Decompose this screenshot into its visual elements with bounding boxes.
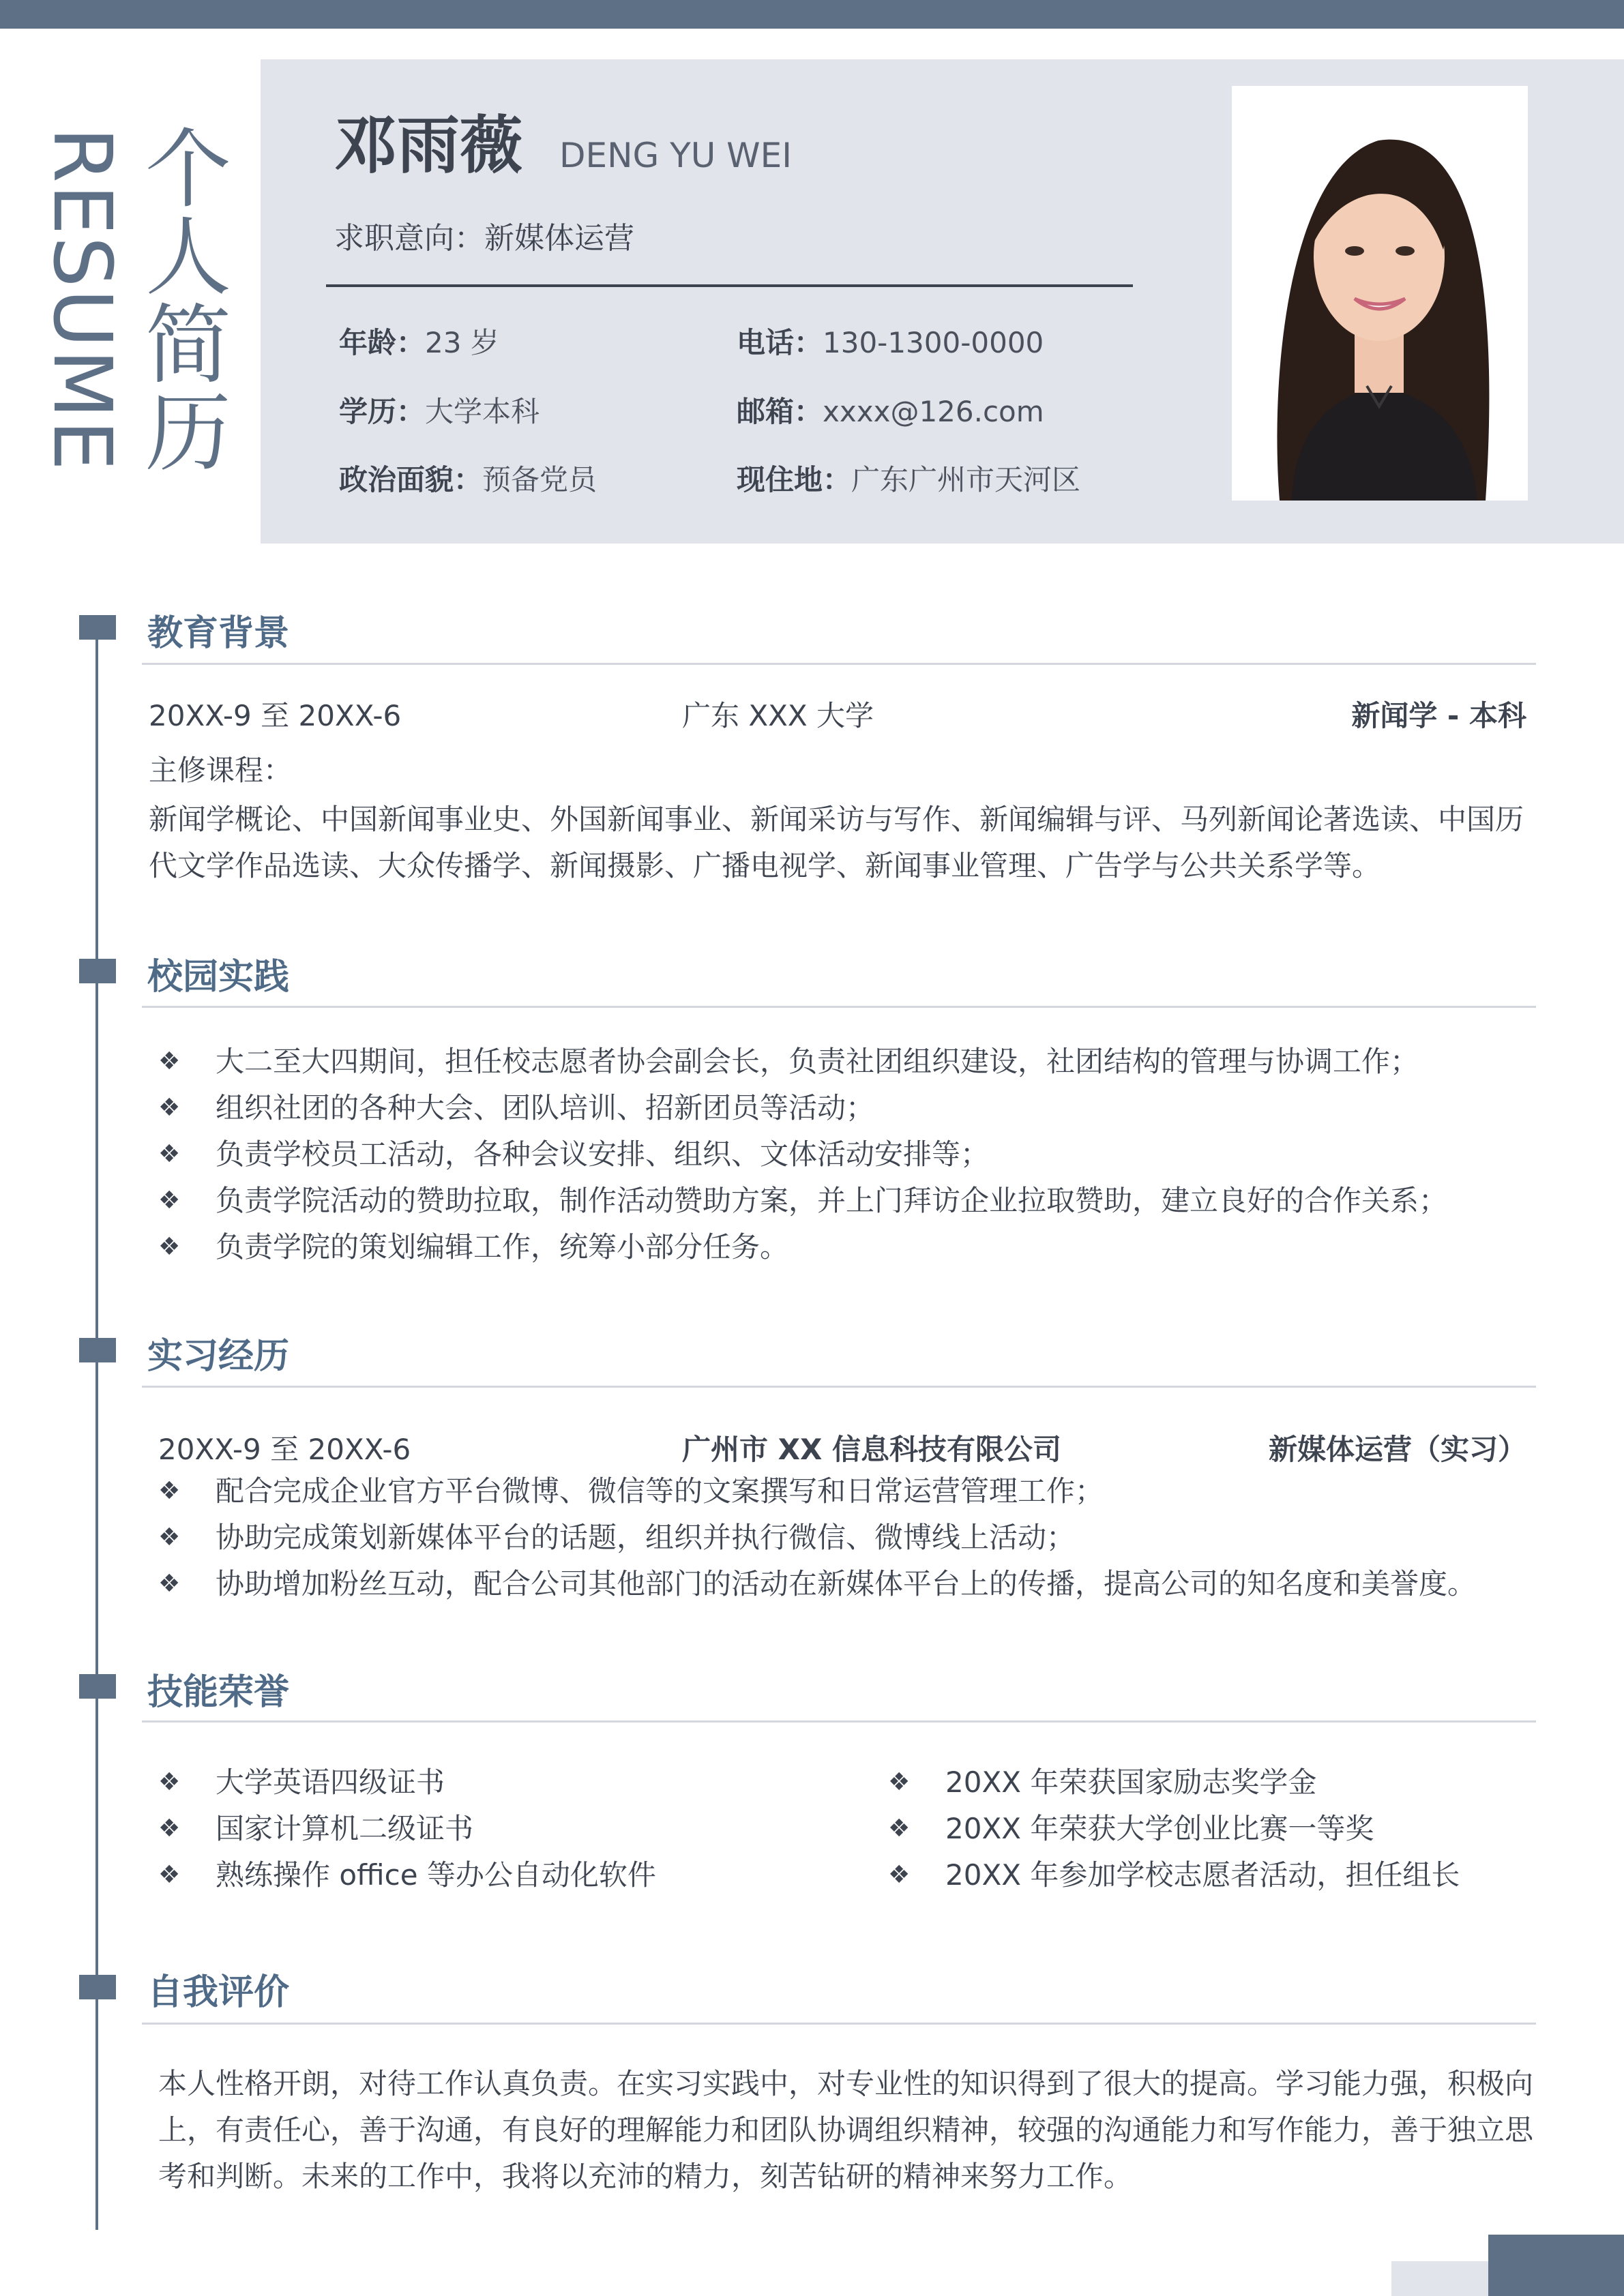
list-item: ❖ 20XX 年参加学校志愿者活动，担任组长 xyxy=(888,1852,1460,1898)
bullet-diamond-icon: ❖ xyxy=(158,1187,181,1214)
title-char: 人 xyxy=(145,207,231,308)
info-email-label: 邮箱： xyxy=(737,395,823,428)
title-char: 简 xyxy=(145,295,231,396)
self-eval-text: 本人性格开朗，对待工作认真负责。在实习实践中，对专业性的知识得到了很大的提高。学习能力强，积极向上，有责任心，善于沟通，有良好的理解能力和团队协调组织精神，较强的沟通能力和写作能力，善于独立思考和判断。未来的工作中，我将以充沛的精力，刻苦钻研的精神来努力工作。 xyxy=(158,2067,1534,2193)
objective-divider xyxy=(326,284,1133,287)
section-marker xyxy=(79,959,116,983)
education-school: 广东 XXX 大学 xyxy=(682,699,874,732)
internship-section-title: 实习经历 xyxy=(147,1336,290,1377)
bullet-diamond-icon: ❖ xyxy=(888,1861,911,1889)
bullet-diamond-icon: ❖ xyxy=(158,1523,181,1551)
info-phone-label: 电话： xyxy=(737,326,823,359)
info-education xyxy=(339,389,540,430)
info-email xyxy=(737,389,1044,430)
section-marker xyxy=(79,1975,116,1999)
bullet-diamond-icon: ❖ xyxy=(158,1768,181,1796)
skills-list-left xyxy=(158,1759,656,1898)
portrait-illustration xyxy=(1232,86,1528,501)
list-item: ❖ 大二至大四期间，担任校志愿者协会副会长，负责社团组织建设，社团结构的管理与协调工作； xyxy=(158,1039,1447,1085)
list-item: ❖ 负责学院活动的赞助拉取，制作活动赞助方案，并上门拜访企业拉取赞助，建立良好的合作关系； xyxy=(158,1178,1447,1224)
campus-section-title: 校园实践 xyxy=(147,957,290,998)
education-section-title: 教育背景 xyxy=(147,613,290,654)
title-char: 个 xyxy=(145,119,231,220)
info-address-value: 广东广州市天河区 xyxy=(851,463,1081,496)
list-item: ❖ 国家计算机二级证书 xyxy=(158,1806,656,1852)
info-address-label: 现住地： xyxy=(737,463,852,496)
bullet-diamond-icon: ❖ xyxy=(158,1815,181,1843)
section-divider xyxy=(142,1720,1536,1723)
list-item: ❖ 配合完成企业官方平台微博、微信等的文案撰写和日常运营管理工作； xyxy=(158,1468,1476,1515)
list-item: ❖ 大学英语四级证书 xyxy=(158,1759,656,1806)
campus-list xyxy=(158,1039,1447,1270)
corner-block-dark xyxy=(1488,2235,1624,2296)
education-period: 20XX-9 至 20XX-6 xyxy=(149,699,402,732)
info-politics-value: 预备党员 xyxy=(482,463,597,496)
title-char: 历 xyxy=(145,383,231,483)
courses-text: 新闻学概论、中国新闻事业史、外国新闻事业、新闻采访与写作、新闻编辑与评、马列新闻论著选读、中国历代文学作品选读、大众传播学、新闻摄影、广播电视学、新闻事业管理、广告学与公共关系学等。 xyxy=(149,803,1524,882)
bullet-diamond-icon: ❖ xyxy=(158,1140,181,1168)
section-marker xyxy=(79,615,116,640)
name-en: DENG YU WEI xyxy=(559,136,792,175)
bullet-diamond-icon: ❖ xyxy=(158,1233,181,1261)
section-marker xyxy=(79,1338,116,1362)
list-item: ❖ 20XX 年荣获大学创业比赛一等奖 xyxy=(888,1806,1460,1852)
list-item: ❖ 组织社团的各种大会、团队培训、招新团员等活动； xyxy=(158,1085,1447,1131)
self-eval-section-title: 自我评价 xyxy=(147,1972,290,2013)
section-divider xyxy=(142,2023,1536,2025)
info-phone xyxy=(737,320,1044,361)
profile-photo xyxy=(1232,86,1528,501)
bullet-diamond-icon: ❖ xyxy=(158,1094,181,1122)
bullet-diamond-icon: ❖ xyxy=(158,1477,181,1505)
courses-label: 主修课程： xyxy=(149,754,293,787)
resume-vertical-label: RESUME xyxy=(35,127,130,473)
info-email-value: xxxx@126.com xyxy=(823,395,1044,428)
education-major: 新闻学 - 本科 xyxy=(1351,699,1526,732)
info-education-value: 大学本科 xyxy=(425,395,540,428)
list-item: ❖ 负责学院的策划编辑工作，统筹小部分任务。 xyxy=(158,1224,1447,1270)
section-marker xyxy=(79,1674,116,1699)
info-age xyxy=(339,320,499,361)
bullet-diamond-icon: ❖ xyxy=(158,1861,181,1889)
name-cn: 邓雨薇 xyxy=(334,109,523,182)
skills-list-right xyxy=(888,1759,1460,1898)
corner-block-light xyxy=(1391,2261,1494,2296)
info-phone-value: 130-1300-0000 xyxy=(823,326,1044,359)
info-address xyxy=(737,458,1080,498)
list-item: ❖ 负责学校员工活动，各种会议安排、组织、文体活动安排等； xyxy=(158,1131,1447,1178)
list-item: ❖ 协助完成策划新媒体平台的话题，组织并执行微信、微博线上活动； xyxy=(158,1515,1476,1561)
list-item: ❖ 协助增加粉丝互动，配合公司其他部门的活动在新媒体平台上的传播，提高公司的知名度和美誉度。 xyxy=(158,1561,1476,1607)
section-divider xyxy=(142,1386,1536,1388)
bullet-diamond-icon: ❖ xyxy=(888,1768,911,1796)
section-divider xyxy=(142,663,1536,665)
bullet-diamond-icon: ❖ xyxy=(888,1815,911,1843)
bullet-diamond-icon: ❖ xyxy=(158,1570,181,1598)
internship-list xyxy=(158,1468,1476,1607)
resume-title-cn xyxy=(141,119,236,483)
info-age-value: 23 岁 xyxy=(425,326,499,359)
bullet-diamond-icon: ❖ xyxy=(158,1047,181,1075)
internship-role: 新媒体运营（实习） xyxy=(1268,1433,1526,1466)
top-accent-bar xyxy=(0,0,1624,29)
skills-section-title: 技能荣誉 xyxy=(147,1672,290,1713)
info-age-label: 年龄： xyxy=(339,326,426,359)
internship-company: 广州市 XX 信息科技有限公司 xyxy=(682,1433,1062,1466)
info-politics-label: 政治面貌： xyxy=(339,463,483,496)
list-item: ❖ 20XX 年荣获国家励志奖学金 xyxy=(888,1759,1460,1806)
internship-period: 20XX-9 至 20XX-6 xyxy=(158,1433,411,1466)
section-divider xyxy=(142,1006,1536,1008)
name-row xyxy=(334,95,792,185)
job-objective: 求职意向：新媒体运营 xyxy=(334,221,634,256)
info-politics xyxy=(339,458,597,498)
info-education-label: 学历： xyxy=(339,395,426,428)
list-item: ❖ 熟练操作 office 等办公自动化软件 xyxy=(158,1852,656,1898)
